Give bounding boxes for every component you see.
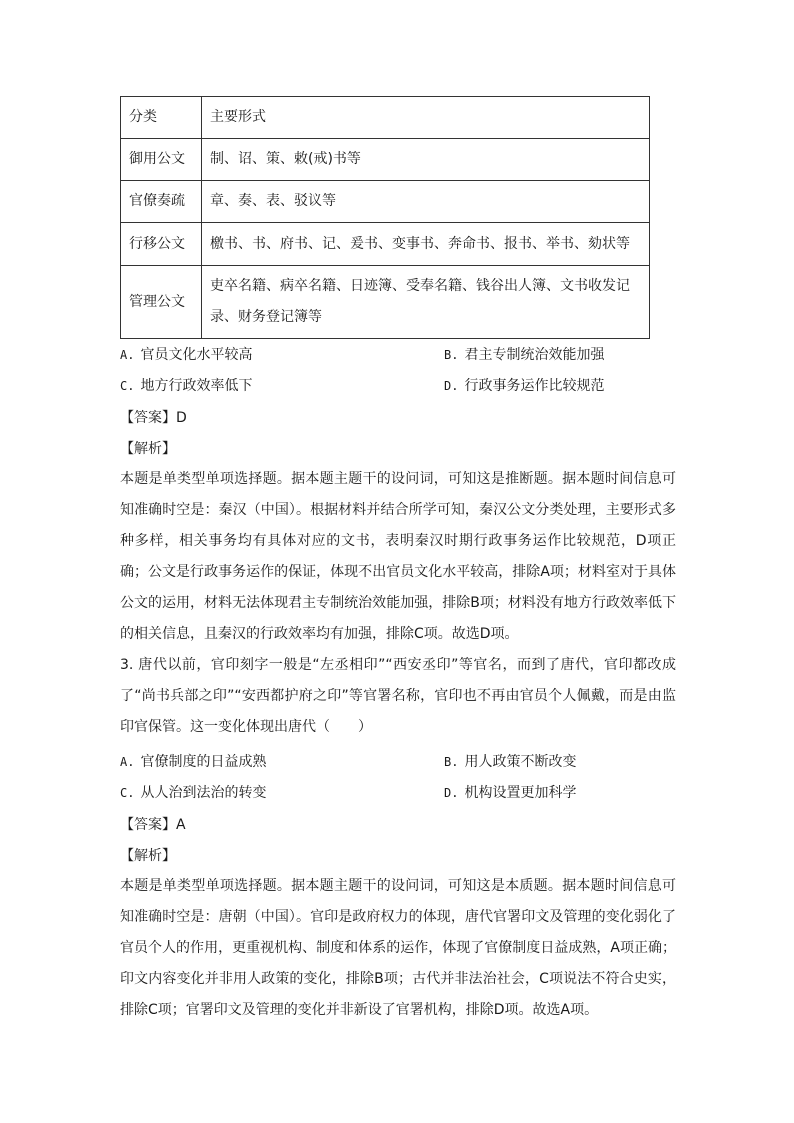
q3-analysis-label: 【解析】 — [120, 848, 176, 864]
option-text: 用人政策不断改变 — [464, 754, 577, 770]
option-text: 机构设置更加科学 — [464, 785, 577, 801]
option-text: 官员文化水平较高 — [140, 347, 253, 363]
table-row — [121, 139, 650, 181]
q2-option-a — [120, 345, 252, 365]
option-text: 行政事务运作比较规范 — [464, 378, 605, 394]
table-cell-category: 管理公文 — [121, 266, 202, 339]
document-classification-table — [120, 96, 650, 339]
option-key: A. — [120, 348, 135, 362]
table-cell-forms: 吏卒名籍、病卒名籍、日迹簿、受奉名籍、钱谷出人簿、文书收发记录、财务登记簿等 — [202, 266, 650, 339]
q3-option-d — [444, 783, 576, 803]
option-key: C. — [120, 379, 135, 393]
q3-option-a — [120, 752, 266, 772]
q2-analysis-text: 本题是单类型单项选择题。据本题主题干的设问词，可知这是推断题。据本题时间信息可知准确时空是：秦汉（中国）。根据材料并结合所学可知，秦汉公文分类处理，主要形式多种多样，相关事务均有具体对应的文书，表明秦汉时期行政事务运作比较规范，D项正确；公文是行政事务运作的保证，体现不出官员文化水平较高，排除A项；材料室对于具体公文的运用，材料无法体现君主专制统治效能加强，排除B项；材料没有地方行政效率低下的相关信息，且秦汉的行政效率均有加强，排除C项。故选D项。 — [120, 471, 676, 642]
q2-analysis-label: 【解析】 — [120, 441, 176, 457]
option-key: D. — [444, 379, 459, 393]
table-cell-category: 行移公文 — [121, 223, 202, 266]
q2-answer: 【答案】D — [120, 410, 187, 426]
table-cell-forms: 制、诏、策、敕(戒)书等 — [202, 139, 650, 181]
q3-option-b — [444, 752, 576, 772]
q2-option-d — [444, 376, 604, 396]
table-header-cell: 分类 — [121, 97, 202, 139]
q3-analysis-text: 本题是单类型单项选择题。据本题主题干的设问词，可知这是本质题。据本题时间信息可知准确时空是：唐朝（中国）。官印是政府权力的体现，唐代官署印文及管理的变化弱化了官员个人的作用，更重视机构、制度和体系的运作，体现了官僚制度日益成熟，A项正确；印文内容变化并非用人政策的变化，排除B项；古代并非法治社会，C项说法不符合史实，排除C项；官署印文及管理的变化并非新设了官署机构，排除D项。故选A项。 — [120, 878, 676, 1018]
table-cell-forms: 章、奏、表、驳议等 — [202, 181, 650, 223]
table-row — [121, 181, 650, 223]
option-key: C. — [120, 786, 135, 800]
option-text: 官僚制度的日益成熟 — [140, 754, 267, 770]
table-cell-forms: 檄书、书、府书、记、爰书、变事书、奔命书、报书、举书、劾状等 — [202, 223, 650, 266]
q2-option-b — [444, 345, 604, 365]
option-key: B. — [444, 755, 459, 769]
q2-option-c — [120, 376, 252, 396]
option-text: 君主专制统治效能加强 — [464, 347, 605, 363]
table-header-cell: 主要形式 — [202, 97, 650, 139]
q3-option-c — [120, 783, 266, 803]
table-cell-category: 官僚奏疏 — [121, 181, 202, 223]
q3-answer: 【答案】A — [120, 817, 186, 833]
option-text: 地方行政效率低下 — [140, 378, 253, 394]
option-key: A. — [120, 755, 135, 769]
option-key: B. — [444, 348, 459, 362]
table-cell-category: 御用公文 — [121, 139, 202, 181]
option-text: 从人治到法治的转变 — [140, 785, 267, 801]
table-row — [121, 223, 650, 266]
option-key: D. — [444, 786, 459, 800]
table-header-row — [121, 97, 650, 139]
table-row — [121, 266, 650, 339]
q3-stem: 3. 唐代以前，官印刻字一般是“左丞相印”“西安丞印”等官名，而到了唐代，官印都改成了“尚书兵部之印”“安西都护府之印”等官署名称，官印也不再由官员个人佩戴，而是由监印官保管。这一变化体现出唐代（ ） — [120, 657, 676, 735]
